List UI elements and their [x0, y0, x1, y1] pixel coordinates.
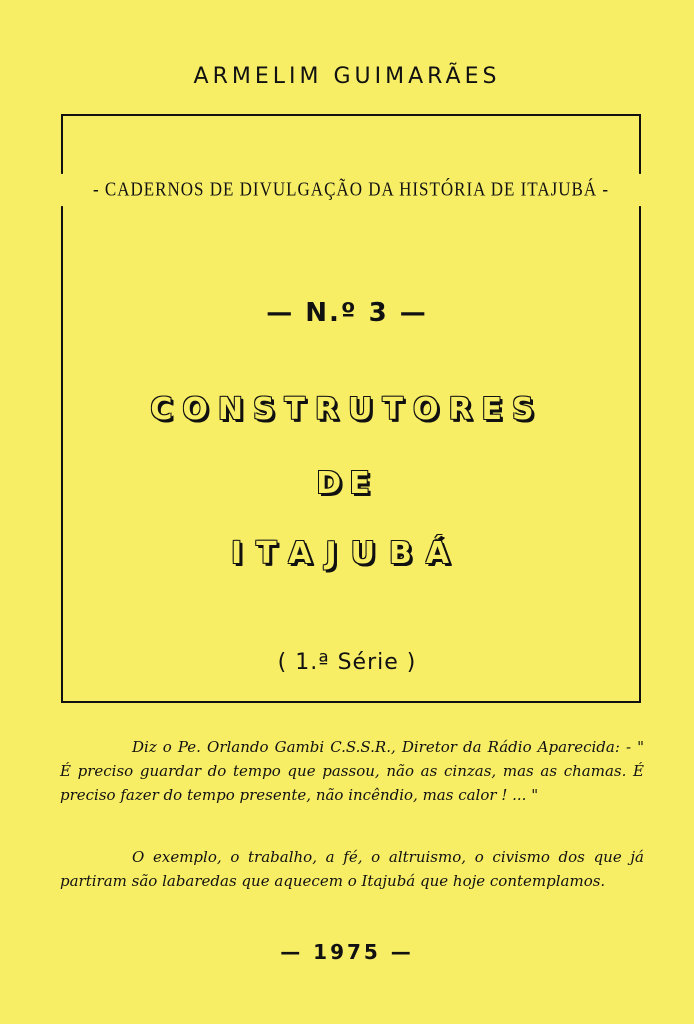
- author-name: ARMELIM GUIMARÃES: [193, 64, 501, 89]
- book-title-line-2: DE: [316, 466, 378, 501]
- publication-year: — 1975 —: [280, 940, 414, 964]
- epigraph-quote: Diz o Pe. Orlando Gambi C.S.S.R., Diretor da Rádio Aparecida: - " É preciso guardar do tempo que passou, não as cinzas, mas as chamas. É preciso fazer do tempo presente, não incêndio, mas calor ! ... ": [60, 738, 644, 804]
- book-title-line-1: CONSTRUTORES: [150, 392, 544, 427]
- book-title-line-3: ITAJUBÁ: [230, 536, 464, 571]
- series-title: - CADERNOS DE DIVULGAÇÃO DA HISTÓRIA DE ITAJUBÁ -: [46, 174, 656, 206]
- edition-label: ( 1.ª Série ): [277, 650, 417, 675]
- issue-number: — N.º 3 —: [266, 298, 428, 328]
- epigraph-paragraph: O exemplo, o trabalho, a fé, o altruismo, o civismo dos que já partiram são labaredas que aquecem o Itajubá que hoje contemplamos.: [60, 848, 644, 890]
